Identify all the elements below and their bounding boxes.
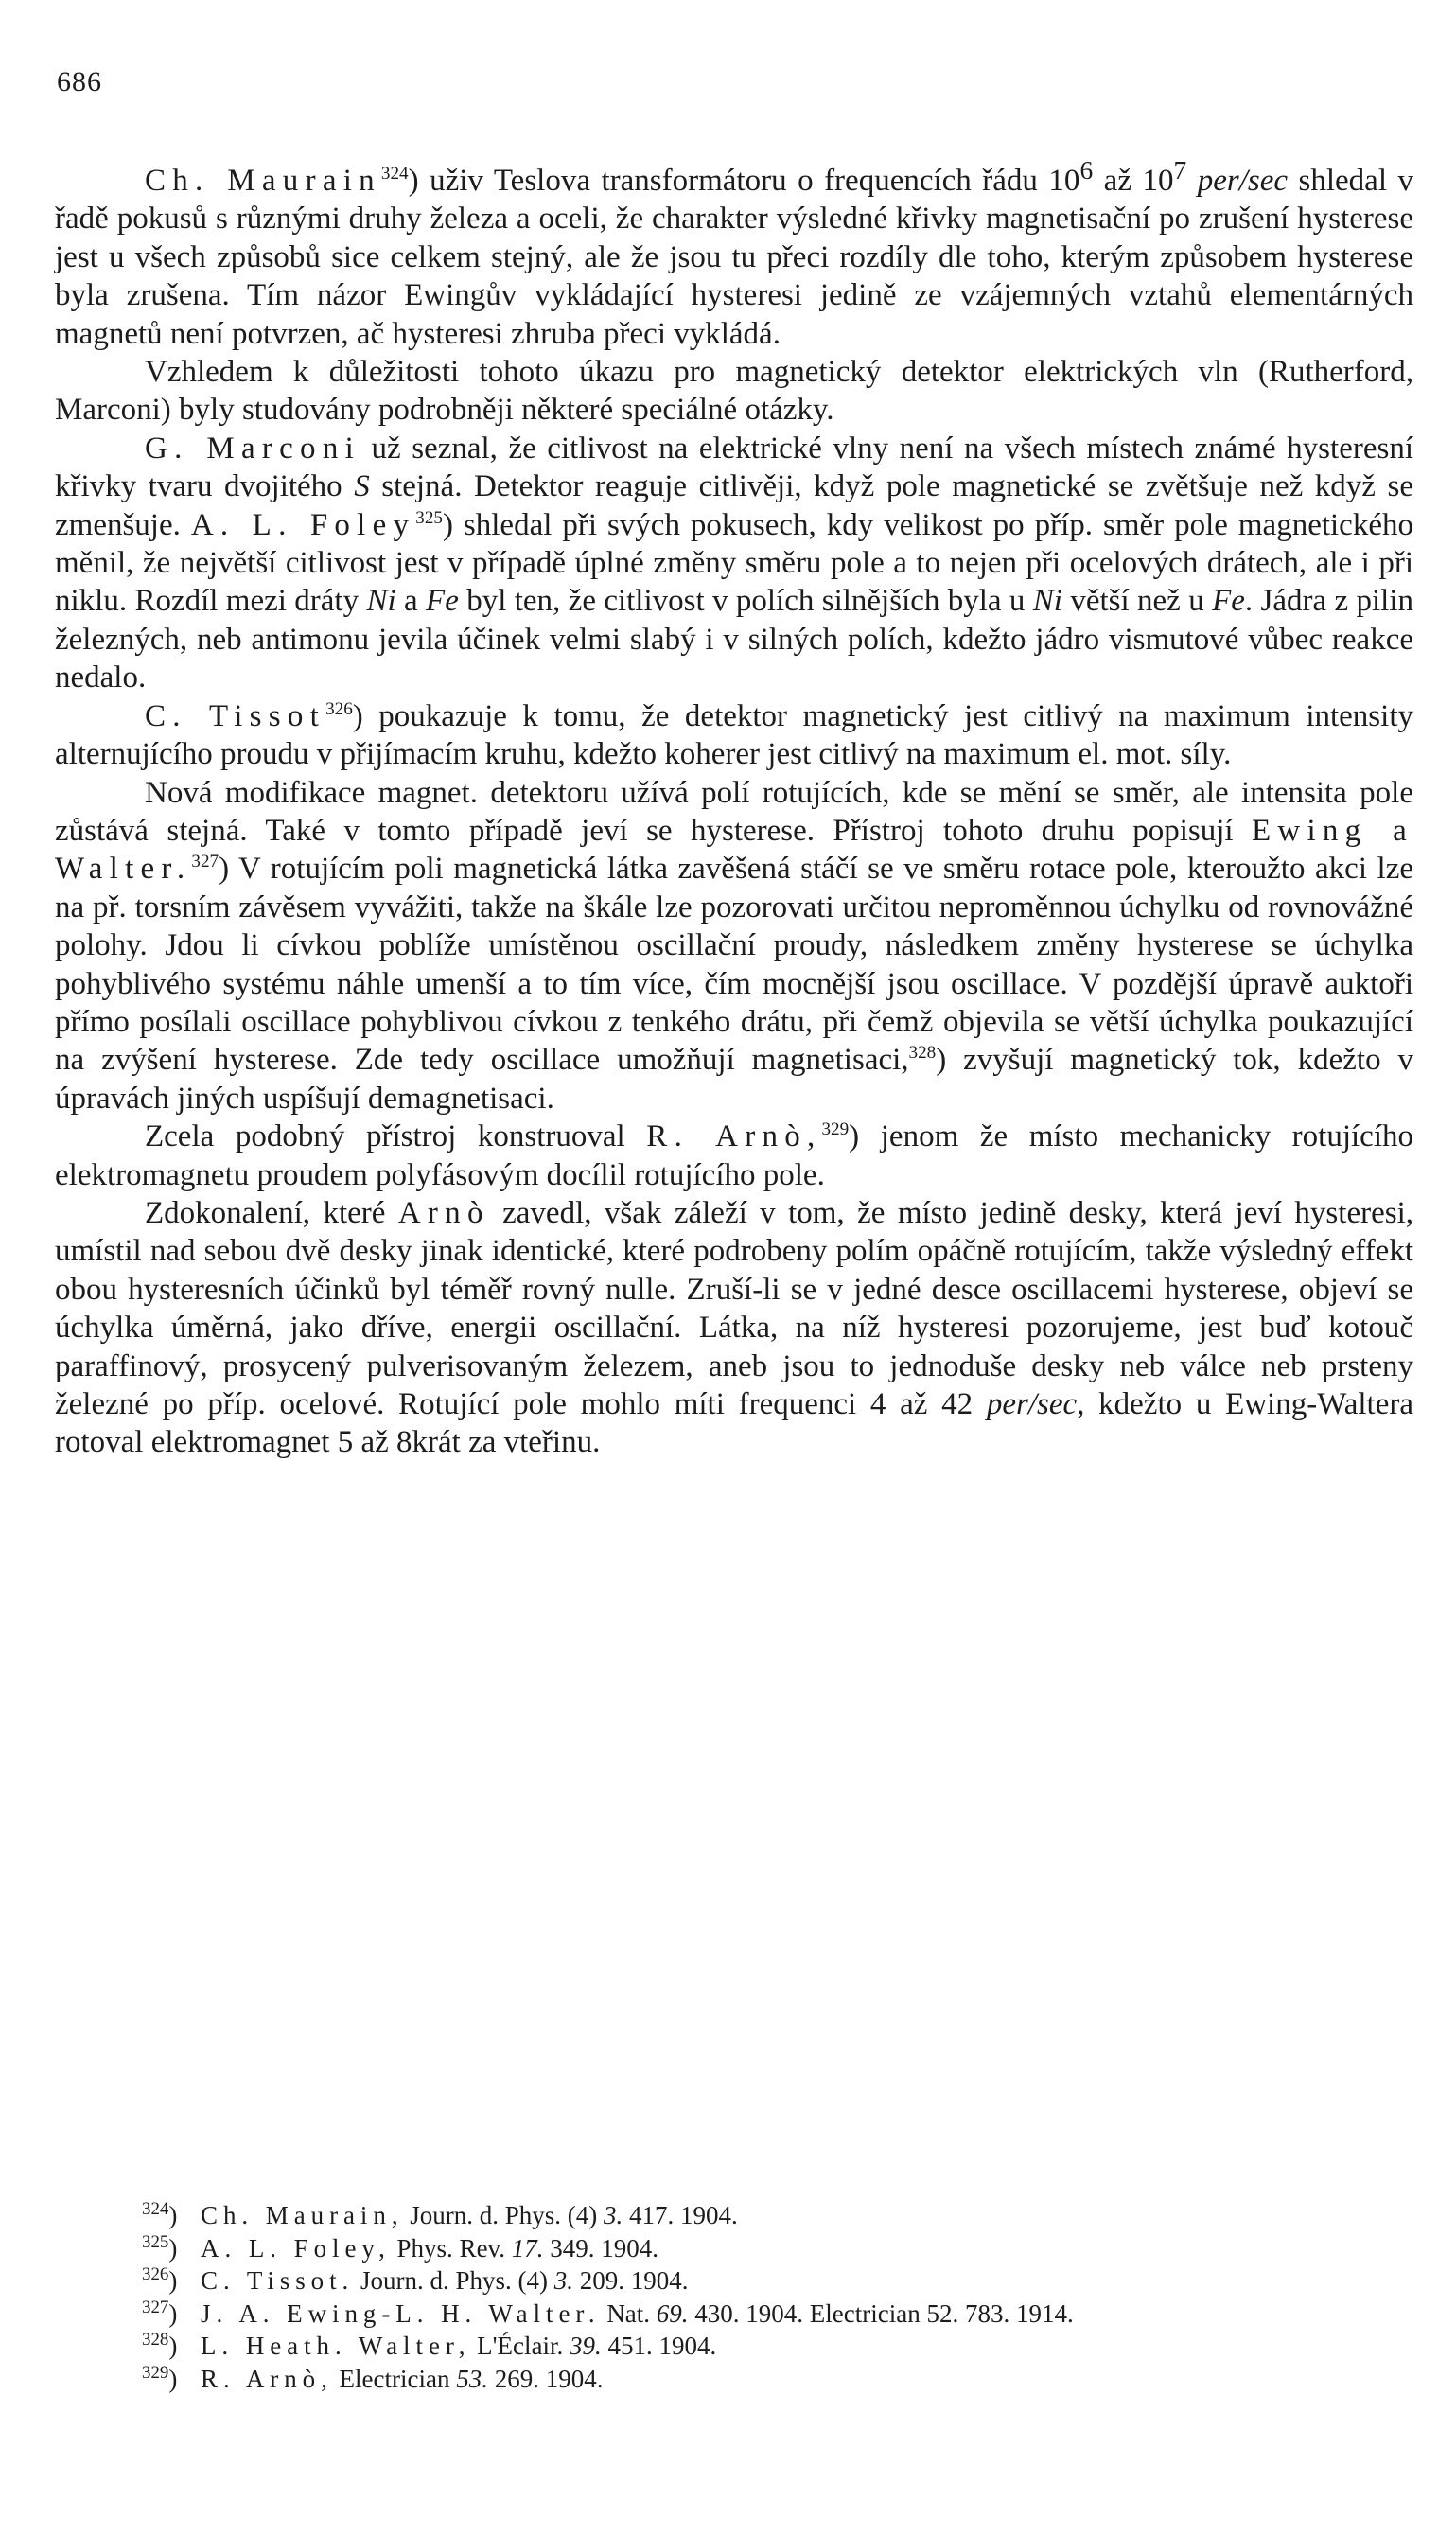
paragraph-text: Zdokonalení, které [145, 1195, 398, 1230]
footnote-volume: 17. [511, 2233, 544, 2263]
paragraph-text: ) zvyšují magnetický tok, kdežto v úpravách jiných uspíšují demagnetisaci. [55, 1043, 1413, 1116]
element-symbol: Fe [426, 584, 459, 619]
footnote-author: Ch. Maurain, [201, 2201, 404, 2229]
footnote-number: $^{325}$) [142, 2231, 178, 2263]
footnote-item [142, 2199, 1410, 2232]
element-symbol: Ni [1032, 584, 1062, 619]
footnote-source: Journ. d. Phys. (4) [354, 2266, 554, 2296]
footnote-author: J. A. Ewing-L. H. Walter. [201, 2298, 601, 2328]
paragraph-text: ) uživ Teslova transformátoru o frequencích řádu 10 [408, 164, 1080, 198]
footnote-volume: 69. [656, 2298, 689, 2328]
footnote-rest: 349. 1904. [543, 2233, 659, 2263]
paragraph-text: stejná. Detektor reaguje citlivěji, když pole magnetické se zvětšuje než když se zmenšuje. [55, 469, 1413, 542]
footnote-item [142, 2298, 1410, 2331]
paragraph-text: byl ten, že citlivost v polích silnějších byla u [458, 584, 1033, 619]
footnote-author: L. Heath. Walter, [201, 2332, 471, 2361]
author-name: R. Arnò, [646, 1119, 822, 1154]
paragraph-text: Vzhledem k důležitosti tohoto úkazu pro magnetický detektor elektrických vln (Rutherford, Marconi) byly studovány podrobněji některé speciálné otázky. [55, 355, 1413, 428]
footnote-number: $^{328}$) [142, 2330, 178, 2361]
footnote-rest: 430. 1904. Electrician 52. 783. 1914. [688, 2298, 1074, 2328]
paragraph-text: zavedl, však záleží v tom, že místo jedině desky, která jeví hysteresi, umístil nad sebou dvě desky jinak identické, které podrobeny polím opáčně rotujícím, takže výsledný effekt obou hysteresních účinků byl téměř rovný nulle. Zruší-li se v jedné desce oscillacemi hysterese, objeví se úchylka úměrná, jako dříve, energii oscillační. Látka, na níž hysteresi pozorujeme, jest buď kotouč paraffinový, prosycený pulverisovaným železem, aneb jsou to jednoduše desky neb válce neb prsteny železné po příp. ocelové. Rotující pole mohlo míti frequenci 4 až 42 [55, 1195, 1413, 1421]
paragraph-text: větší než u [1061, 584, 1213, 619]
footnote-source: Electrician [332, 2364, 457, 2393]
paragraph-improvement [55, 1194, 1413, 1462]
footnote-ref[interactable]: 324 [380, 164, 409, 184]
footnote-rest: 269. 1904. [487, 2364, 604, 2393]
footnote-ref[interactable]: 326 [325, 698, 353, 719]
paragraph-detector [55, 353, 1413, 430]
paragraph-marconi-foley [55, 430, 1413, 697]
footnote-author: A. L. Foley, [201, 2233, 391, 2263]
footnote-ref[interactable]: 325 [415, 507, 443, 528]
paragraph-rotating-fields [55, 774, 1413, 1118]
paragraph-text: ) jenom že místo mechanicky rotujícího elektromagnetu proudem polyfásovým docílil rotujícího pole. [55, 1119, 1413, 1192]
paragraph-maurain [55, 151, 1413, 353]
footnote-rest: 451. 1904. [601, 2332, 717, 2361]
author-name: Arnò [397, 1195, 490, 1230]
paragraph-arno [55, 1118, 1413, 1194]
footnote-source: L'Éclair. [470, 2332, 570, 2361]
footnotes [142, 2199, 1410, 2396]
page-number: 686 [57, 66, 102, 97]
footnote-item [142, 2330, 1410, 2363]
author-name: Ewing a Walter. [55, 813, 1414, 887]
paragraph-text: . Jádra z pilin železných, neb antimonu jevila účinek velmi slabý i v silných polích, kdežto jádro vismutové vůbec reakce nedalo. [55, 584, 1413, 696]
footnote-source: Phys. Rev. [390, 2233, 512, 2263]
paragraph-text: ) shledal při svých pokusech, kdy velikost po příp. směr pole magnetického měnil, že největší citlivost jest v případě úplné změny směru pole a to nejen při ocelových drátech, ale i při niklu. Rozdíl mezi dráty [55, 507, 1413, 619]
footnote-item [142, 2232, 1410, 2265]
unit-text: per/sec [1197, 164, 1289, 198]
footnote-ref[interactable]: 329 [821, 1119, 850, 1140]
footnote-number: $^{327}$) [142, 2297, 178, 2328]
footnote-item [142, 2363, 1410, 2396]
author-name: Ch. Maurain [145, 164, 381, 198]
unit-text: per/sec, [986, 1387, 1085, 1421]
paragraph-text: až 10 [1093, 164, 1174, 198]
paragraph-tissot [55, 697, 1413, 774]
footnote-source: Nat. [600, 2298, 657, 2328]
author-name: G. Marconi [145, 431, 361, 466]
footnote-rest: 209. 1904. [573, 2266, 689, 2296]
footnote-author: C. Tissot. [201, 2266, 355, 2296]
paragraph-text: ) poukazuje k tomu, že detektor magnetický jest citlivý na maximum intensity alternujícího proudu v přijímacím kruhu, kdežto koherer jest citlivý na maximum el. mot. síly. [55, 698, 1413, 772]
footnote-ref[interactable]: 327 [191, 852, 219, 872]
footnote-volume: 39. [569, 2332, 602, 2361]
paragraph-text: už seznal, že citlivost na elektrické vlny není na všech místech známé hysteresní křivky tvaru dvojitého [55, 431, 1413, 504]
footnote-number: $^{326}$) [142, 2264, 178, 2296]
footnote-volume: 3. [604, 2201, 623, 2229]
paragraph-text: ) V rotujícím poli magnetická látka zavěšená stáčí se ve směru rotace pole, kteroužto akci lze na př. torsním závěsem vyvážiti, takže na škále lze pozorovati určitou neproměnnou úchylku od rovnovážné polohy. Jdou li cívkou poblíže umístěnou oscillační proudy, následkem změny hysterese se úchylka pohyblivého systému náhle umenší a to tím více, čím mocnější jsou oscillace. V pozdější úpravě auktoři přímo posílali oscillace pohyblivou cívkou z tenkého drátu, při čemž objevila se větší úchylka poukazující na zvýšení hysterese. Zde tedy oscillace umožňují magnetisaci, [55, 852, 1413, 1078]
exponent: 7 [1173, 155, 1187, 185]
footnote-source: Journ. d. Phys. (4) [403, 2201, 605, 2229]
paragraph-text: kdežto u Ewing-Waltera rotoval elektromagnet 5 až 8krát za vteřinu. [55, 1387, 1413, 1460]
footnote-volume: 3. [553, 2266, 573, 2296]
paragraph-text: Nová modifikace magnet. detektoru užívá polí rotujících, kde se mění se směr, ale intensita pole zůstává stejná. Také v tomto případě jeví se hysterese. Přístroj tohoto druhu popisují [55, 775, 1413, 848]
element-symbol: Fe [1212, 584, 1245, 619]
symbol-text: S [354, 469, 370, 504]
footnote-item [142, 2264, 1410, 2298]
footnote-volume: 53. [456, 2364, 488, 2393]
paragraph-text: Zcela podobný přístroj konstruoval [145, 1119, 647, 1154]
author-name: C. Tissot [145, 698, 326, 733]
paragraph-text: shledal v řadě pokusů s různými druhy železa a oceli, že charakter výsledné křivky magnetisační po zrušení hysterese jest u všech způsobů sice celkem stejný, ale že jsou tu přeci rozdíly dle toho, kterým způsobem hysterese byla zrušena. Tím názor Ewingův vykládající hysteresi jedině ze vzájemných vztahů elementárných magnetů není potvrzen, ač hysteresi zhruba přeci vykládá. [55, 164, 1413, 351]
footnote-number: $^{324}$) [142, 2199, 178, 2229]
element-symbol: Ni [366, 584, 396, 619]
author-name: A. L. Foley [190, 507, 416, 542]
footnote-rest: 417. 1904. [623, 2201, 738, 2229]
footnote-ref[interactable]: 328 [908, 1043, 937, 1064]
footnote-number: $^{329}$) [142, 2362, 178, 2393]
footnote-author: R. Arnò, [201, 2364, 333, 2393]
exponent: 6 [1079, 155, 1094, 185]
main-text [55, 151, 1413, 1462]
paragraph-text: a [395, 584, 427, 619]
